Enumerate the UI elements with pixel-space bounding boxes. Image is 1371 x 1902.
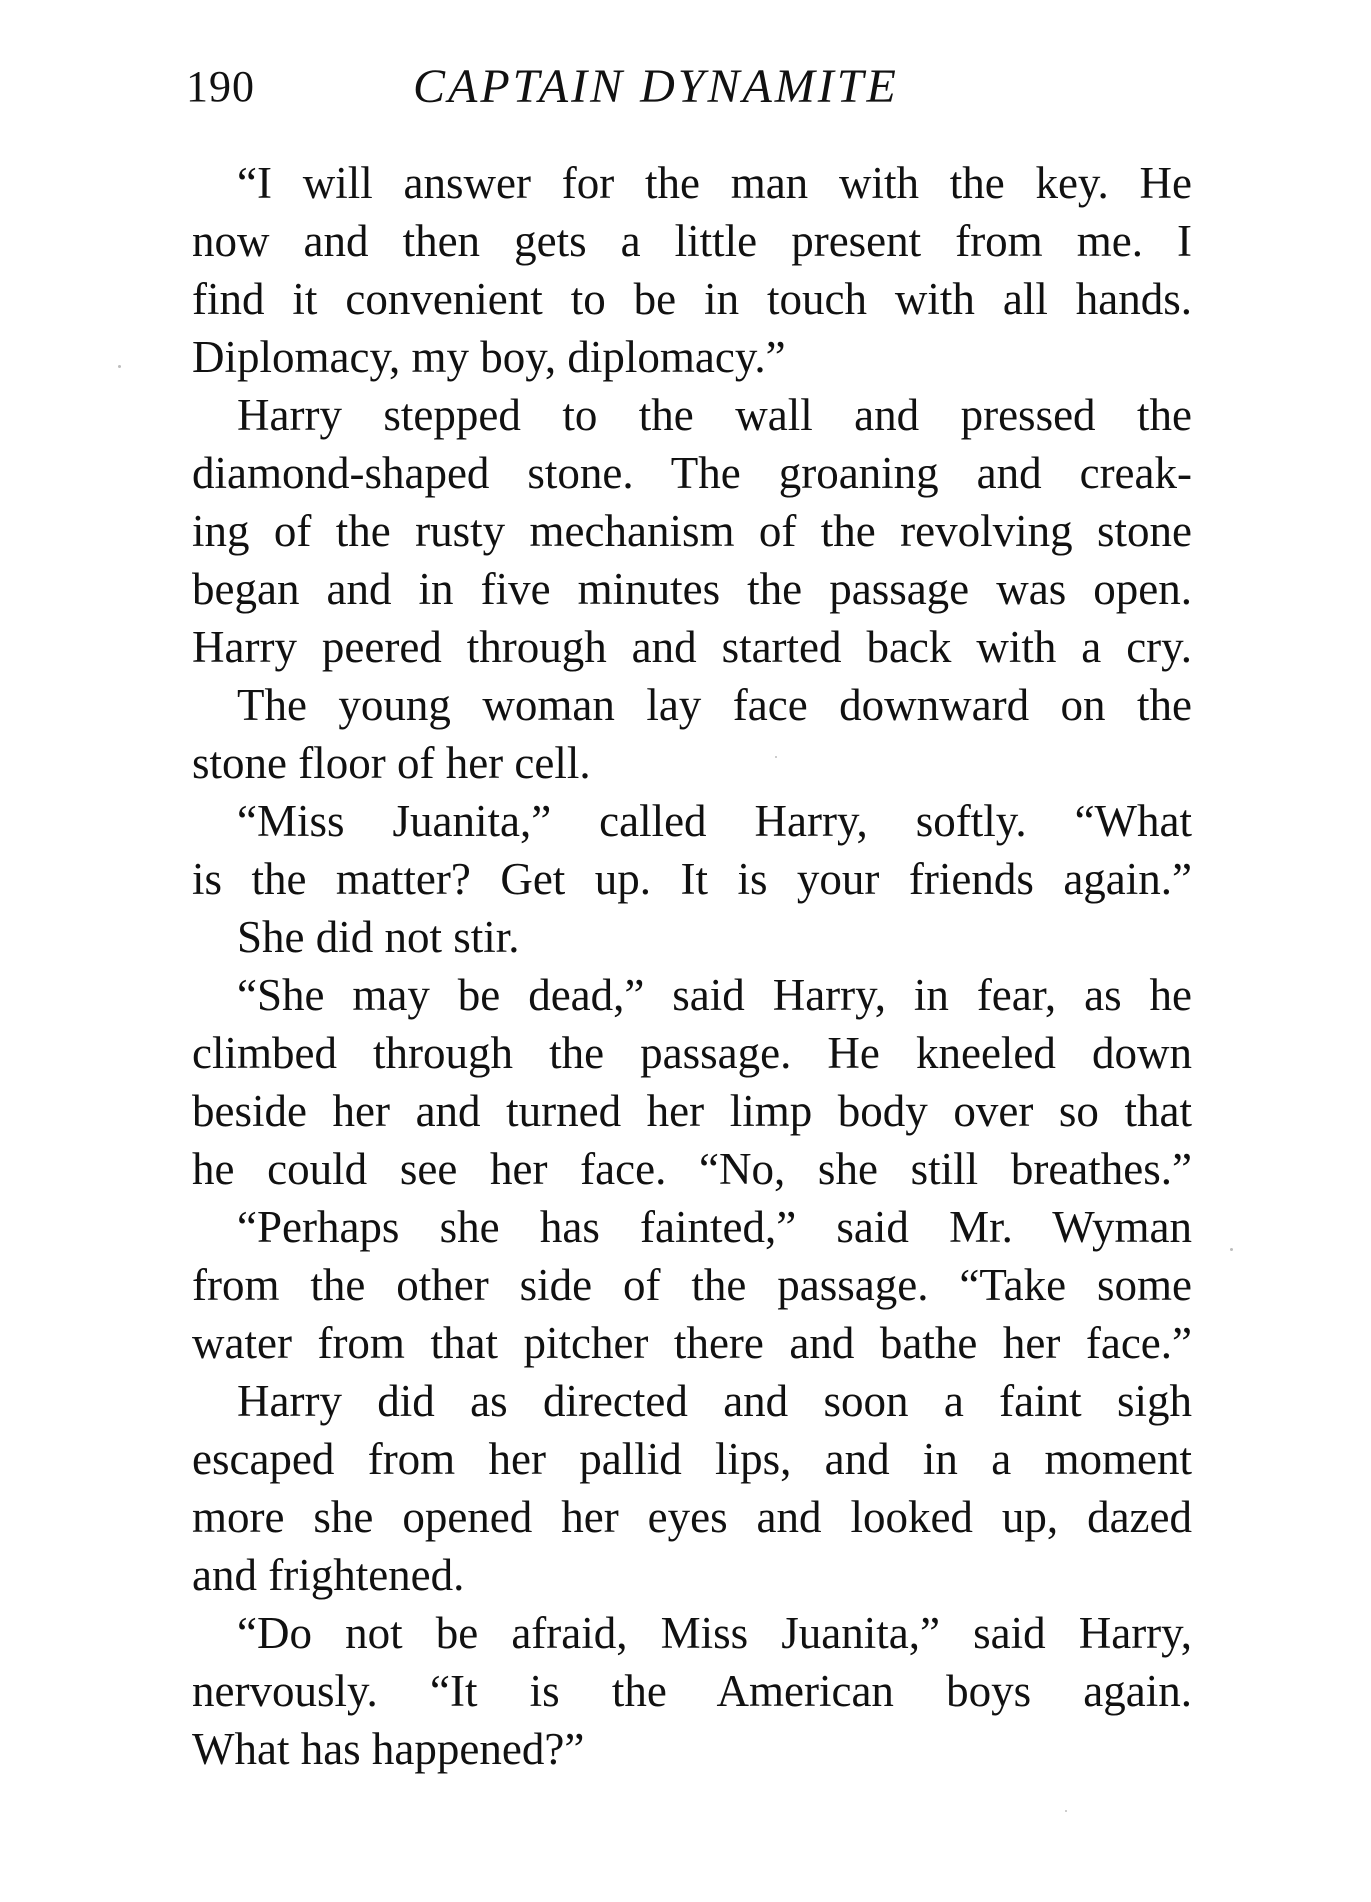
text-line: She did not stir. bbox=[237, 912, 520, 962]
text-line: and frightened. bbox=[192, 1550, 465, 1600]
text-line: escaped from her pallid lips, and in a moment bbox=[192, 1434, 1192, 1484]
text-line: ing of the rusty mechanism of the revolving stone bbox=[192, 506, 1192, 556]
text-line: “Perhaps she has fainted,” said Mr. Wyman bbox=[237, 1202, 1192, 1252]
text-line: climbed through the passage. He kneeled down bbox=[192, 1028, 1192, 1078]
scan-speck bbox=[1065, 1810, 1067, 1812]
running-head bbox=[186, 52, 1186, 122]
text-line: “She may be dead,” said Harry, in fear, as he bbox=[237, 970, 1192, 1020]
text-line: Diplomacy, my boy, diplomacy.” bbox=[192, 332, 786, 382]
text-line: now and then gets a little present from me. I bbox=[192, 216, 1192, 266]
body-text bbox=[192, 154, 1192, 1778]
scan-speck bbox=[1230, 1248, 1233, 1251]
text-line: Harry did as directed and soon a faint sigh bbox=[237, 1376, 1192, 1426]
text-line: “Do not be afraid, Miss Juanita,” said Harry, bbox=[237, 1608, 1192, 1658]
paragraph-8 bbox=[192, 1372, 1192, 1604]
text-line: beside her and turned her limp body over so that bbox=[192, 1086, 1192, 1136]
text-line: “Miss Juanita,” called Harry, softly. “What bbox=[237, 796, 1192, 846]
paragraph-3 bbox=[192, 676, 1192, 792]
scan-speck bbox=[118, 365, 121, 368]
text-line: diamond-shaped stone. The groaning and creak- bbox=[192, 448, 1192, 498]
paragraph-9 bbox=[192, 1604, 1192, 1778]
book-title: CAPTAIN DYNAMITE bbox=[413, 60, 899, 113]
text-line: more she opened her eyes and looked up, dazed bbox=[192, 1492, 1192, 1542]
text-line: is the matter? Get up. It is your friends again.” bbox=[192, 854, 1192, 904]
paragraph-2 bbox=[192, 386, 1192, 676]
page-number: 190 bbox=[186, 62, 255, 111]
text-line: began and in five minutes the passage was open. bbox=[192, 564, 1192, 614]
text-line: What has happened?” bbox=[192, 1724, 585, 1774]
text-line: nervously. “It is the American boys again. bbox=[192, 1666, 1192, 1716]
paragraph-5 bbox=[192, 908, 1192, 966]
paragraph-7 bbox=[192, 1198, 1192, 1372]
paragraph-4 bbox=[192, 792, 1192, 908]
text-line: stone floor of her cell. bbox=[192, 738, 591, 788]
text-line: from the other side of the passage. “Take some bbox=[192, 1260, 1192, 1310]
text-line: The young woman lay face downward on the bbox=[237, 680, 1192, 730]
paragraph-6 bbox=[192, 966, 1192, 1198]
scan-speck bbox=[775, 756, 777, 758]
text-line: find it convenient to be in touch with all hands. bbox=[192, 274, 1192, 324]
text-line: he could see her face. “No, she still breathes.” bbox=[192, 1144, 1192, 1194]
text-line: “I will answer for the man with the key. He bbox=[237, 158, 1192, 208]
paragraph-1 bbox=[192, 154, 1192, 386]
text-line: Harry stepped to the wall and pressed the bbox=[237, 390, 1192, 440]
text-line: Harry peered through and started back with a cry. bbox=[192, 622, 1192, 672]
text-line: water from that pitcher there and bathe her face.” bbox=[192, 1318, 1192, 1368]
